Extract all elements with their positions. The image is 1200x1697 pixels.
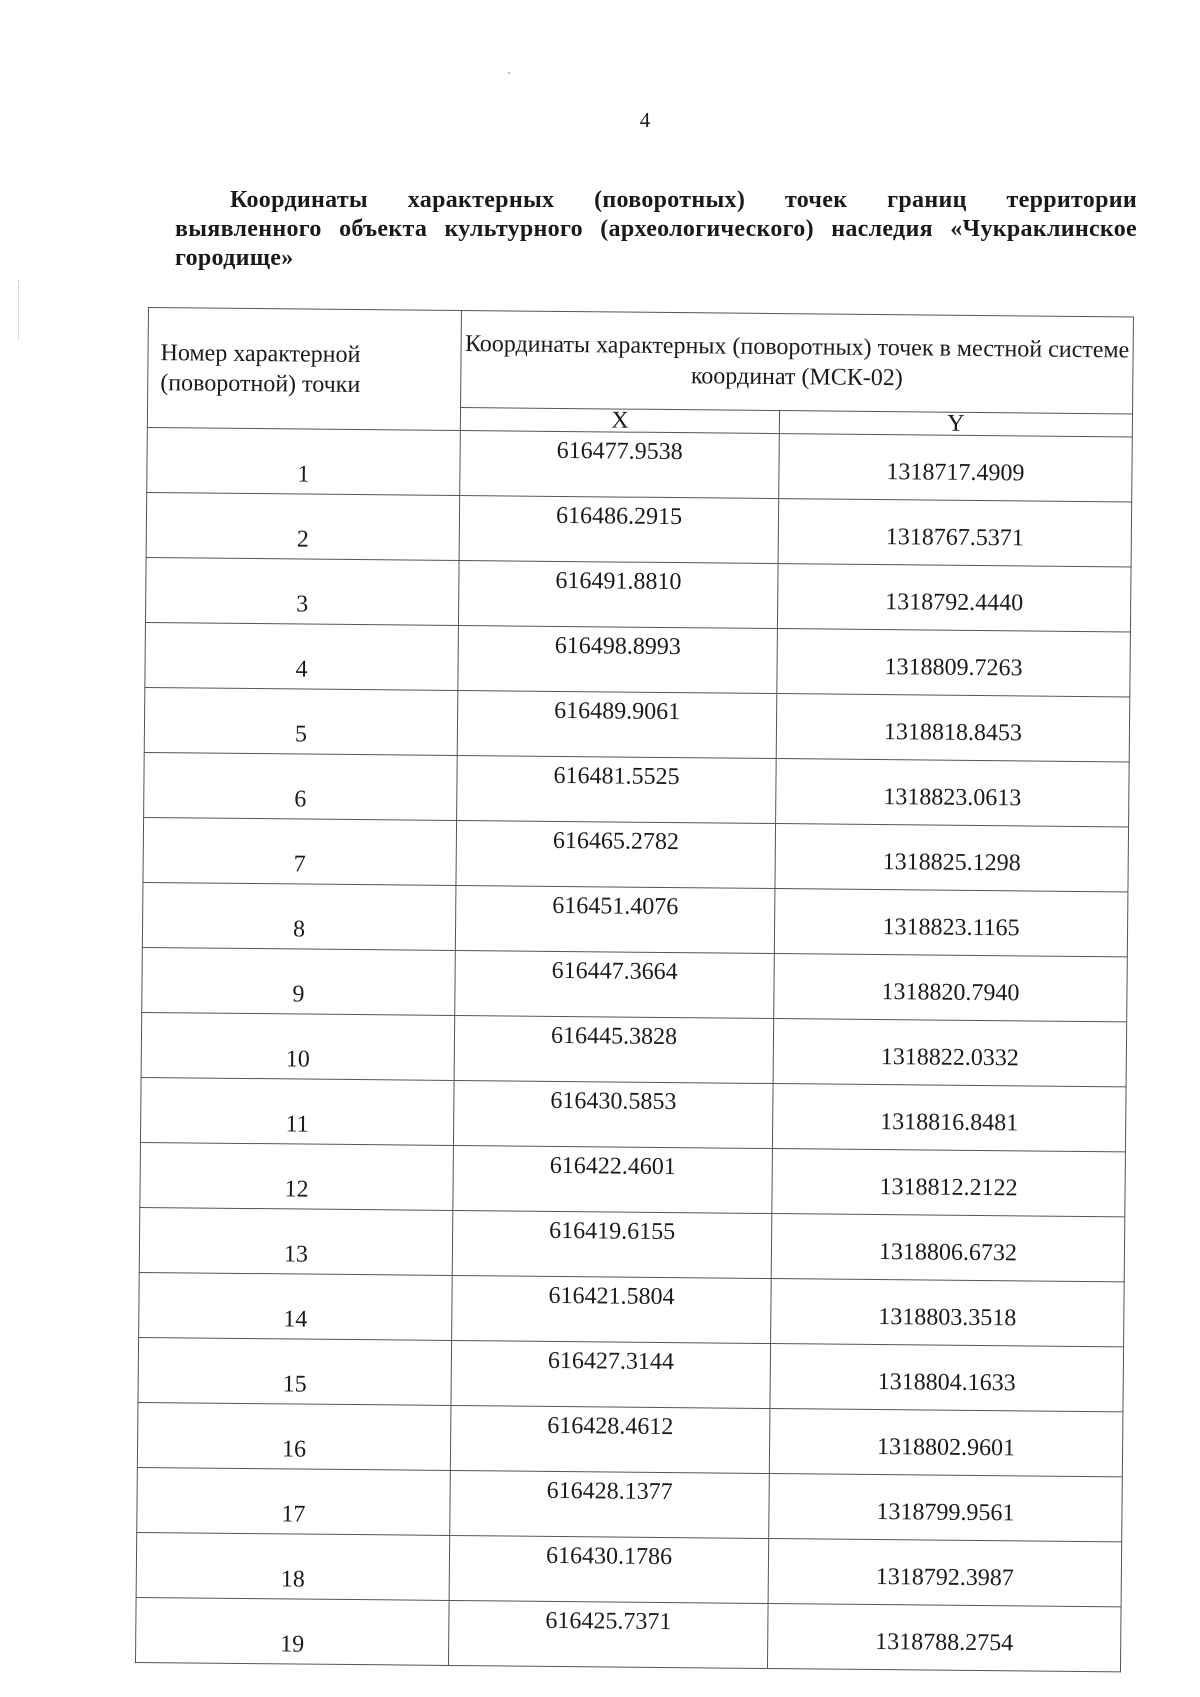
point-number-cell: 2 [146, 492, 460, 560]
point-number-cell: 8 [142, 882, 456, 950]
table-row [144, 752, 1130, 826]
table-row [139, 1207, 1125, 1281]
y-coordinate-cell: 1318803.3518 [771, 1279, 1125, 1347]
point-number-cell: 7 [143, 817, 457, 885]
scan-speck [508, 72, 510, 74]
point-number-cell: 14 [139, 1272, 453, 1340]
y-coordinate-cell: 1318802.9601 [769, 1409, 1123, 1477]
x-coordinate-cell: 616491.8810 [458, 560, 778, 628]
point-number-cell: 11 [140, 1077, 454, 1145]
table-row [138, 1337, 1124, 1411]
x-coordinate-cell: 616428.4612 [450, 1405, 770, 1473]
point-number-cell: 15 [138, 1337, 452, 1405]
x-coordinate-cell: 616425.7371 [448, 1600, 768, 1668]
x-coordinate-cell: 616422.4601 [453, 1145, 773, 1213]
point-number-cell: 19 [135, 1597, 449, 1665]
table-row [145, 622, 1131, 696]
table-row [142, 882, 1128, 956]
coordinates-table [135, 307, 1134, 1672]
table-row [147, 427, 1133, 501]
page-number: 4 [639, 108, 651, 132]
point-number-cell: 3 [145, 557, 459, 625]
x-coordinate-cell: 616451.4076 [455, 885, 775, 953]
y-coordinate-cell: 1318820.7940 [774, 954, 1128, 1022]
table-row [139, 1272, 1125, 1346]
point-number-cell: 5 [144, 687, 458, 755]
y-coordinate-cell: 1318825.1298 [775, 824, 1129, 892]
table-header-row [148, 308, 1134, 414]
x-coordinate-cell: 616428.1377 [450, 1470, 770, 1538]
table-row [140, 1142, 1126, 1216]
point-number-cell: 4 [145, 622, 459, 690]
header-x: X [460, 408, 779, 434]
header-coordinates: Координаты характерных (поворотных) точек в местной системе координат (МСК-02) [461, 311, 1134, 414]
header-point-number: Номер характерной (поворотной) точки [147, 308, 461, 431]
table-body [135, 427, 1132, 1671]
y-coordinate-cell: 1318818.8453 [776, 694, 1130, 762]
table-row [137, 1467, 1123, 1541]
point-number-cell: 10 [141, 1012, 455, 1080]
y-coordinate-cell: 1318804.1633 [770, 1344, 1124, 1412]
point-number-cell: 1 [147, 427, 461, 495]
y-coordinate-cell: 1318767.5371 [778, 499, 1132, 567]
y-coordinate-cell: 1318823.0613 [776, 759, 1130, 827]
table-row [143, 817, 1129, 891]
y-coordinate-cell: 1318822.0332 [773, 1019, 1127, 1087]
y-coordinate-cell: 1318806.6732 [771, 1214, 1125, 1282]
table-row [135, 1597, 1121, 1671]
point-number-cell: 12 [140, 1142, 454, 1210]
y-coordinate-cell: 1318816.8481 [772, 1084, 1126, 1152]
document-title: Координаты характерных (поворотных) точек границ территории выявленного объекта культурного (археологического) наследия «Чукраклинское городище» [175, 187, 1137, 271]
table-row [141, 1012, 1127, 1086]
y-coordinate-cell: 1318717.4909 [779, 434, 1133, 502]
table-row [146, 492, 1132, 566]
point-number-cell: 16 [137, 1402, 451, 1470]
scan-margin-mark [18, 280, 20, 340]
y-coordinate-cell: 1318788.2754 [767, 1604, 1121, 1672]
x-coordinate-cell: 616498.8993 [458, 625, 778, 693]
x-coordinate-cell: 616477.9538 [460, 431, 780, 499]
table-row [140, 1077, 1126, 1151]
y-coordinate-cell: 1318792.3987 [768, 1539, 1122, 1607]
y-coordinate-cell: 1318823.1165 [774, 889, 1128, 957]
x-coordinate-cell: 616465.2782 [456, 820, 776, 888]
table-row [136, 1532, 1122, 1606]
x-coordinate-cell: 616421.5804 [452, 1275, 772, 1343]
x-coordinate-cell: 616445.3828 [454, 1015, 774, 1083]
table-row [137, 1402, 1123, 1476]
y-coordinate-cell: 1318792.4440 [777, 564, 1131, 632]
point-number-cell: 18 [136, 1532, 450, 1600]
x-coordinate-cell: 616430.1786 [449, 1535, 769, 1603]
y-coordinate-cell: 1318799.9561 [769, 1474, 1123, 1542]
point-number-cell: 17 [137, 1467, 451, 1535]
x-coordinate-cell: 616481.5525 [457, 755, 777, 823]
y-coordinate-cell: 1318809.7263 [777, 629, 1131, 697]
table-row [145, 557, 1131, 631]
point-number-cell: 9 [142, 947, 456, 1015]
x-coordinate-cell: 616427.3144 [451, 1340, 771, 1408]
point-number-cell: 6 [144, 752, 458, 820]
x-coordinate-cell: 616430.5853 [453, 1080, 773, 1148]
y-coordinate-cell: 1318812.2122 [772, 1149, 1126, 1217]
point-number-cell: 13 [139, 1207, 453, 1275]
x-coordinate-cell: 616419.6155 [452, 1210, 772, 1278]
x-coordinate-cell: 616489.9061 [457, 690, 777, 758]
table-row [144, 687, 1130, 761]
x-coordinate-cell: 616486.2915 [459, 496, 779, 564]
header-y: Y [779, 411, 1132, 437]
x-coordinate-cell: 616447.3664 [455, 950, 775, 1018]
table-row [142, 947, 1128, 1021]
